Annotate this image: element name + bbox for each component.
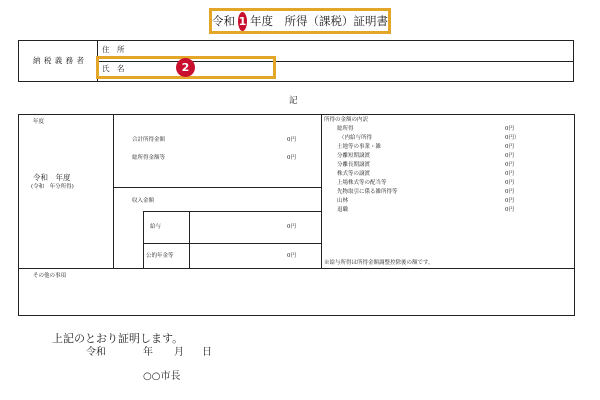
breakdown-label: 株式等の譲渡 <box>337 171 371 177</box>
breakdown-value: 0円 <box>505 198 514 204</box>
pension-value: 0円 <box>287 253 296 259</box>
breakdown-label: 先物取引に係る雑所得等 <box>337 189 398 195</box>
breakdown-value: 0円 <box>505 162 514 168</box>
date-era: 令和 <box>86 347 106 358</box>
other-matters-label: その他の事項 <box>33 273 67 279</box>
breakdown-label: 総所得 <box>337 126 354 132</box>
breakdown-value: 0円 <box>505 126 514 132</box>
total-income-value: 0円 <box>287 137 296 143</box>
salary-note: ※給与所得は所得金額調整控除後の額です。 <box>324 260 434 266</box>
taxable-income-label: 総所得金額等 <box>132 155 166 161</box>
breakdown-value: 0円 <box>505 144 514 150</box>
title-text: 年度 所得（課税）証明書 <box>250 14 388 28</box>
address-label: 住 所 <box>102 45 125 54</box>
marker-1-icon: 1 <box>238 12 247 31</box>
date-month: 月 <box>174 347 184 358</box>
salary-value: 0円 <box>287 224 296 230</box>
date-year: 年 <box>143 347 153 358</box>
document-title <box>209 8 391 34</box>
breakdown-label: 分離長期譲渡 <box>337 162 371 168</box>
breakdown-value: 0円 <box>505 171 514 177</box>
revenue-label: 収入金額 <box>132 198 155 204</box>
salary-label: 給与 <box>150 224 162 230</box>
title-era: 令和 <box>212 14 235 28</box>
breakdown-value: 0円） <box>505 135 520 141</box>
breakdown-label: 山林 <box>337 198 349 204</box>
pension-label: 公的年金等 <box>146 253 174 259</box>
breakdown-label: 退職 <box>337 207 349 213</box>
breakdown-value: 0円 <box>505 153 514 159</box>
breakdown-label: 土地等の事業・雑 <box>337 144 382 150</box>
income-table <box>18 114 575 269</box>
date-day: 日 <box>202 347 212 358</box>
taxpayer-label: 納 税 義 務 者 <box>33 56 85 65</box>
certification-statement: 上記のとおり証明します。 <box>52 332 184 345</box>
breakdown-label: 分離短期譲渡 <box>337 153 371 159</box>
breakdown-label: （内給与所得 <box>339 135 373 141</box>
year-value: 令和 年度 <box>33 173 71 182</box>
name-label: 氏 名 <box>102 64 125 73</box>
heading-ki: 記 <box>289 96 298 106</box>
breakdown-value: 0円 <box>505 189 514 195</box>
breakdown-title: 所得の金額の内訳 <box>324 117 369 123</box>
other-matters-section <box>18 269 575 316</box>
breakdown-value: 0円 <box>505 207 514 213</box>
year-sub: (令和 年分所得) <box>31 184 74 190</box>
marker-2-icon: 2 <box>176 58 195 77</box>
breakdown-label: 上場株式等の配当等 <box>337 180 387 186</box>
taxable-income-value: 0円 <box>287 155 296 161</box>
year-label: 年度 <box>33 119 45 125</box>
breakdown-value: 0円 <box>505 180 514 186</box>
signer: ○○市長 <box>143 371 181 382</box>
total-income-label: 合計所得金額 <box>132 137 166 143</box>
